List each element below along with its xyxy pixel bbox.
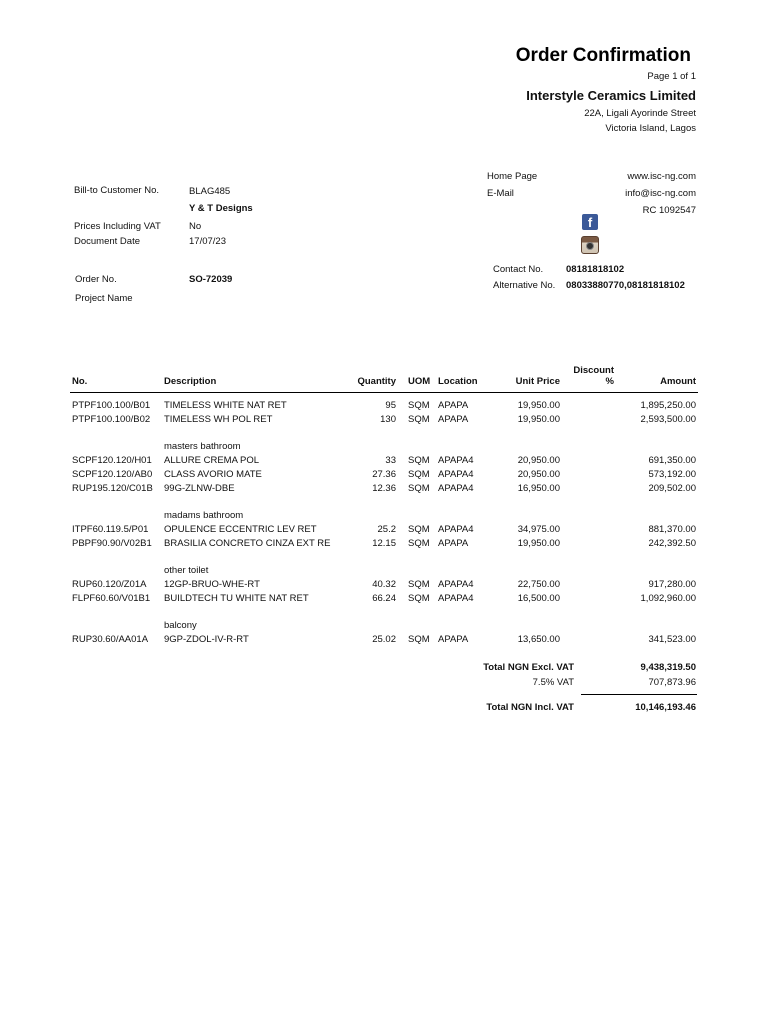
cell-no — [70, 606, 162, 633]
cell-discount — [562, 578, 616, 592]
cell-amount — [616, 427, 698, 454]
col-header-no: No. — [70, 365, 162, 393]
document-date-value: 17/07/23 — [189, 236, 226, 247]
cell-no — [70, 551, 162, 578]
cell-amount — [616, 496, 698, 523]
cell-discount — [562, 551, 616, 578]
cell-unit-price — [494, 551, 562, 578]
cell-no: RUP30.60/AA01A — [72, 634, 149, 645]
homepage-link[interactable]: www.isc-ng.com — [627, 171, 696, 182]
cell-description: BRASILIA CONCRETO CINZA EXT RE — [164, 538, 331, 549]
cell-amount: 1,895,250.00 — [640, 400, 696, 411]
cell-description: 12GP-BRUO-WHE-RT — [164, 579, 260, 590]
table-row — [70, 633, 698, 647]
cell-description: ALLURE CREMA POL — [164, 455, 260, 466]
cell-unit-price: 20,950.00 — [517, 455, 560, 466]
cell-no: SCPF120.120/H01 — [72, 455, 152, 466]
table-group-row — [70, 551, 698, 578]
alternative-no-label: Alternative No. — [493, 280, 556, 291]
table-group-row — [70, 496, 698, 523]
col-header-quantity: Quantity — [334, 365, 398, 393]
cell-unit-price: 20,950.00 — [517, 469, 560, 480]
table-row — [70, 468, 698, 482]
cell-amount — [616, 551, 698, 578]
cell-location: APAPA4 — [438, 455, 474, 466]
order-no-label: Order No. — [75, 274, 117, 285]
total-incl-vat-label: Total NGN Incl. VAT — [486, 702, 574, 713]
cell-amount: 573,192.00 — [648, 469, 696, 480]
cell-uom: SQM — [408, 455, 430, 466]
cell-location — [436, 427, 494, 454]
email-link[interactable]: info@isc-ng.com — [625, 188, 696, 199]
cell-discount — [562, 606, 616, 633]
table-row — [70, 413, 698, 427]
total-incl-vat-value: 10,146,193.46 — [635, 702, 696, 713]
total-excl-vat-label: Total NGN Excl. VAT — [483, 662, 574, 673]
cell-no: PTPF100.100/B01 — [72, 400, 151, 411]
cell-uom: SQM — [408, 483, 430, 494]
cell-description: CLASS AVORIO MATE — [164, 469, 262, 480]
cell-quantity — [334, 427, 398, 454]
cell-unit-price: 16,950.00 — [517, 483, 560, 494]
cell-no: FLPF60.60/V01B1 — [72, 593, 151, 604]
col-header-location: Location — [436, 365, 494, 393]
table-row — [70, 592, 698, 606]
cell-no: ITPF60.119.5/P01 — [72, 524, 149, 535]
cell-description: OPULENCE ECCENTRIC LEV RET — [164, 524, 317, 535]
cell-quantity — [334, 496, 398, 523]
cell-quantity — [334, 551, 398, 578]
billto-customer-value: BLAG485 — [189, 186, 231, 197]
col-header-unit-price: Unit Price — [494, 365, 562, 393]
cell-uom — [398, 496, 436, 523]
cell-quantity: 25.2 — [377, 524, 396, 535]
cell-location: APAPA4 — [438, 483, 474, 494]
cell-unit-price: 13,650.00 — [517, 634, 560, 645]
vat-label: 7.5% VAT — [532, 677, 574, 688]
cell-discount — [562, 537, 616, 551]
col-header-amount: Amount — [616, 365, 698, 393]
col-header-description: Description — [162, 365, 334, 393]
cell-uom: SQM — [408, 400, 430, 411]
cell-unit-price: 16,500.00 — [517, 593, 560, 604]
cell-discount — [562, 496, 616, 523]
cell-discount — [562, 633, 616, 647]
company-address-line1: 22A, Ligali Ayorinde Street — [584, 108, 696, 119]
col-header-discount-percent: % — [605, 376, 614, 387]
cell-location — [436, 606, 494, 633]
cell-location: APAPA — [438, 400, 469, 411]
table-group-row — [70, 427, 698, 454]
table-header-row — [70, 365, 698, 393]
cell-quantity: 66.24 — [372, 593, 396, 604]
cell-amount: 2,593,500.00 — [640, 414, 696, 425]
cell-quantity — [334, 606, 398, 633]
table-row — [70, 393, 698, 414]
table-row — [70, 537, 698, 551]
cell-location: APAPA — [438, 414, 469, 425]
cell-quantity: 33 — [385, 455, 396, 466]
cell-quantity: 12.36 — [372, 483, 396, 494]
cell-amount: 917,280.00 — [648, 579, 696, 590]
cell-location: APAPA — [438, 634, 469, 645]
cell-description: balcony — [164, 620, 197, 631]
cell-description: TIMELESS WH POL RET — [164, 414, 273, 425]
cell-location — [436, 551, 494, 578]
cell-description: TIMELESS WHITE NAT RET — [164, 400, 287, 411]
company-name: Interstyle Ceramics Limited — [526, 88, 696, 103]
cell-discount — [562, 468, 616, 482]
cell-unit-price: 34,975.00 — [517, 524, 560, 535]
cell-uom: SQM — [408, 538, 430, 549]
cell-description: madams bathroom — [164, 510, 244, 521]
cell-no: PBPF90.90/V02B1 — [72, 538, 152, 549]
cell-quantity: 95 — [385, 400, 396, 411]
table-group-row — [70, 606, 698, 633]
cell-unit-price: 19,950.00 — [517, 414, 560, 425]
cell-discount — [562, 454, 616, 468]
customer-name: Y & T Designs — [189, 203, 253, 214]
prices-incl-vat-label: Prices Including VAT — [74, 221, 161, 232]
col-header-uom: UOM — [398, 365, 436, 393]
cell-unit-price: 19,950.00 — [517, 400, 560, 411]
cell-discount — [562, 427, 616, 454]
cell-location: APAPA — [438, 538, 469, 549]
page-number: Page 1 of 1 — [647, 71, 696, 82]
email-label: E-Mail — [487, 188, 514, 199]
cell-discount — [562, 523, 616, 537]
cell-unit-price: 19,950.00 — [517, 538, 560, 549]
total-excl-vat-value: 9,438,319.50 — [640, 662, 696, 673]
prices-incl-vat-value: No — [189, 221, 202, 232]
cell-uom: SQM — [408, 469, 430, 480]
cell-location: APAPA4 — [438, 593, 474, 604]
cell-description: 99G-ZLNW-DBE — [164, 483, 235, 494]
cell-no — [70, 427, 162, 454]
cell-quantity: 25.02 — [372, 634, 396, 645]
cell-location: APAPA4 — [438, 469, 474, 480]
cell-discount — [562, 592, 616, 606]
cell-uom: SQM — [408, 524, 430, 535]
rc-number: RC 1092547 — [642, 205, 696, 216]
table-row — [70, 523, 698, 537]
cell-amount: 881,370.00 — [648, 524, 696, 535]
col-header-discount-label: Discount — [573, 365, 614, 376]
table-row — [70, 482, 698, 496]
cell-uom — [398, 551, 436, 578]
document-date-label: Document Date — [74, 236, 141, 247]
cell-unit-price — [494, 496, 562, 523]
cell-no: RUP195.120/C01B — [72, 483, 153, 494]
totals-divider — [581, 694, 697, 695]
project-name-label: Project Name — [75, 293, 133, 304]
cell-unit-price — [494, 606, 562, 633]
cell-location — [436, 496, 494, 523]
cell-discount — [562, 482, 616, 496]
table-row — [70, 578, 698, 592]
cell-quantity: 130 — [380, 414, 396, 425]
order-lines-table — [70, 365, 698, 647]
billto-customer-label: Bill-to Customer No. — [74, 185, 159, 196]
cell-uom: SQM — [408, 414, 430, 425]
cell-location: APAPA4 — [438, 524, 474, 535]
cell-no: SCPF120.120/AB0 — [72, 469, 153, 480]
col-header-discount — [562, 365, 616, 393]
cell-no: RUP60.120/Z01A — [72, 579, 147, 590]
document-title: Order Confirmation — [515, 45, 691, 66]
contact-no-value: 08181818102 — [566, 264, 625, 275]
instagram-icon[interactable] — [581, 236, 599, 254]
cell-amount: 341,523.00 — [648, 634, 696, 645]
facebook-icon[interactable]: f — [582, 214, 598, 230]
alternative-no-value: 08033880770,08181818102 — [566, 280, 685, 291]
cell-quantity: 27.36 — [372, 469, 396, 480]
cell-quantity: 40.32 — [372, 579, 396, 590]
cell-amount: 242,392.50 — [648, 538, 696, 549]
cell-location: APAPA4 — [438, 579, 474, 590]
cell-discount — [562, 393, 616, 414]
cell-unit-price: 22,750.00 — [517, 579, 560, 590]
cell-description: other toilet — [164, 565, 209, 576]
cell-uom — [398, 427, 436, 454]
cell-description: BUILDTECH TU WHITE NAT RET — [164, 593, 309, 604]
cell-amount: 209,502.00 — [648, 483, 696, 494]
cell-no: PTPF100.100/B02 — [72, 414, 151, 425]
table-row — [70, 454, 698, 468]
cell-amount: 691,350.00 — [648, 455, 696, 466]
cell-uom — [398, 606, 436, 633]
cell-amount: 1,092,960.00 — [640, 593, 696, 604]
homepage-label: Home Page — [487, 171, 538, 182]
cell-amount — [616, 606, 698, 633]
contact-no-label: Contact No. — [493, 264, 544, 275]
cell-description: masters bathroom — [164, 441, 241, 452]
cell-uom: SQM — [408, 634, 430, 645]
cell-description: 9GP-ZDOL-IV-R-RT — [164, 634, 249, 645]
cell-discount — [562, 413, 616, 427]
cell-uom: SQM — [408, 579, 430, 590]
cell-no — [70, 496, 162, 523]
company-address-line2: Victoria Island, Lagos — [605, 123, 696, 134]
cell-uom: SQM — [408, 593, 430, 604]
cell-unit-price — [494, 427, 562, 454]
vat-value: 707,873.96 — [648, 677, 696, 688]
order-no-value: SO-72039 — [189, 274, 233, 285]
cell-quantity: 12.15 — [372, 538, 396, 549]
